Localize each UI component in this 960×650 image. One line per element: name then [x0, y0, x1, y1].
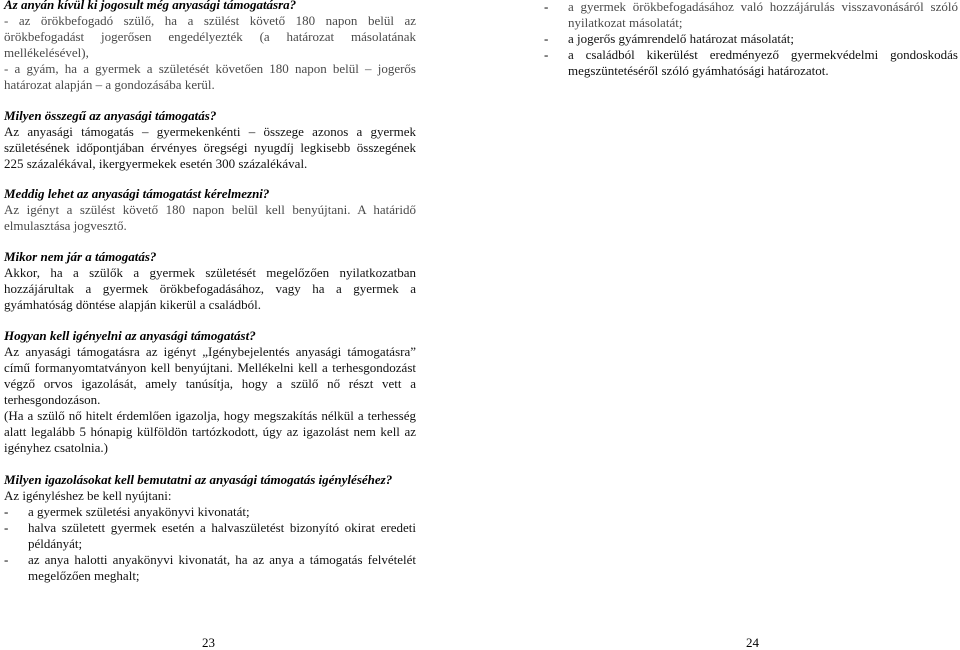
list-item: - az anya halotti anyakönyvi kivonatát, ha az anya a támogatás felvételét megelőzően meghalt;: [4, 552, 416, 583]
heading-amount: Milyen összegű az anyasági támogatás?: [4, 108, 217, 123]
heading-required-documents: Milyen igazolásokat kell bemutatni az anyasági támogatás igényléséhez?: [4, 472, 393, 487]
body-required-documents: Az igényléshez be kell nyújtani:: [4, 488, 172, 503]
left-page: [4, 0, 416, 584]
list-item: - a gyermek örökbefogadásához való hozzájárulás visszavonásáról szóló nyilatkozat másolatát;: [544, 0, 958, 30]
heading-deadline: Meddig lehet az anyasági támogatást kérelmezni?: [4, 186, 270, 201]
body-amount: Az anyasági támogatás – gyermekenkénti – összege azonos a gyermek születésének időpontjában érvényes öregségi nyugdíj legkisebb összegének 225 százalékával, ikergyermekek esetén 300 százalékával.: [4, 124, 416, 171]
list-item: - a családból kikerülést eredményező gyermekvédelmi gondoskodás megszüntetéséről szóló gyámhatósági határozatot.: [544, 47, 958, 78]
body-how-to-apply: Az anyasági támogatásra az igényt „Igénybejelentés anyasági támogatásra” című formanyomtatványon kell benyújtani. Mellékelni kell a terhesgondozást végző orvos igazolását, amely tanúsítja, hogy a szülő nő részt vett a terhesgondozáson.: [4, 344, 416, 407]
heading-not-eligible: Mikor nem jár a támogatás?: [4, 249, 157, 264]
eligible-item-adoptive-parent: - az örökbefogadó szülő, ha a szülést követő 180 napon belül az örökbefogadást jogerősen engedélyezték (a határozat másolatának mellékelésével),: [4, 13, 416, 60]
list-item: - halva született gyermek esetén a halvaszületést bizonyító okirat eredeti példányát;: [4, 520, 416, 551]
heading-how-to-apply: Hogyan kell igényelni az anyasági támogatást?: [4, 328, 256, 343]
body-not-eligible: Akkor, ha a szülők a gyermek születését megelőzően nyilatkozatban hozzájárultak a gyermek örökbefogadásához, vagy ha a gyermek a gyámhatóság döntése alapján kikerül a családból.: [4, 265, 416, 312]
list-item: - a gyermek születési anyakönyvi kivonatát;: [4, 504, 250, 519]
body-deadline: Az igényt a szülést követő 180 napon belül kell benyújtani. A határidő elmulasztása jogvesztő.: [4, 202, 416, 233]
eligible-item-guardian: - a gyám, ha a gyermek a születését követően 180 napon belül – jogerős határozat alapján – a gondozásába kerül.: [4, 61, 416, 92]
heading-who-else-eligible: Az anyán kívül ki jogosult még anyasági támogatásra?: [4, 0, 297, 12]
page-number-left: 23: [202, 635, 215, 650]
page-number-right: 24: [746, 635, 759, 650]
list-item: - a jogerős gyámrendelő határozat másolatát;: [544, 31, 794, 46]
body-how-to-apply-note: (Ha a szülő nő hitelt érdemlően igazolja, hogy megszakítás nélkül a terhesség alatt legalább 5 hónapig külföldön tartózkodott, úgy az igazolást nem kell az igényhez csatolnia.): [4, 408, 416, 455]
right-page: [544, 0, 958, 79]
